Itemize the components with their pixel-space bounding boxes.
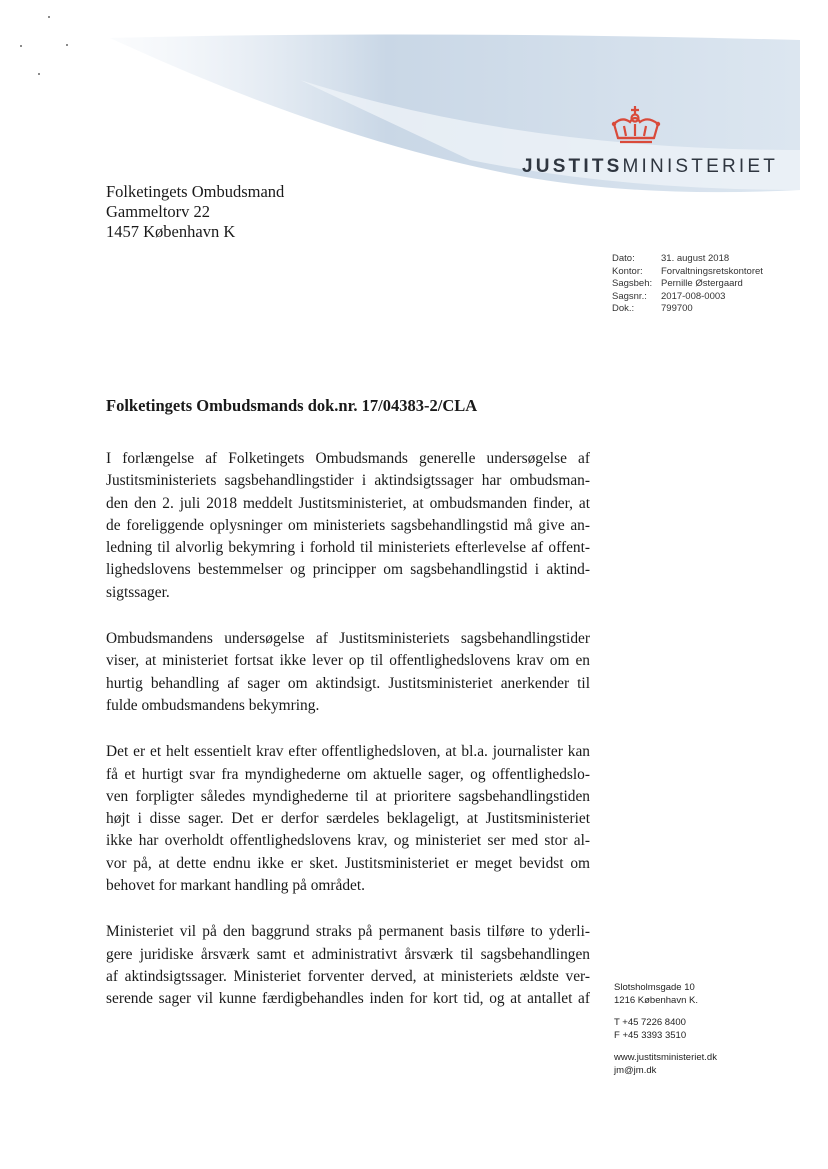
body-line: lighedslovens bestemmelser og principper om sagsbehandlingstid i aktind- <box>106 561 590 579</box>
crown-logo-icon <box>608 104 664 148</box>
body-line: serende sager vil kunne færdigbehandles inden for kort tid, og at antallet af <box>106 990 590 1008</box>
scan-speck <box>38 73 40 75</box>
paragraph <box>106 448 590 604</box>
ministry-name-rest: MINISTERIET <box>622 156 779 177</box>
footer-address <box>614 982 717 1007</box>
recipient-line: Folketingets Ombudsmand <box>106 182 285 201</box>
paragraph <box>106 628 590 717</box>
body-line: de foreliggende oplysninger om ministeriets sagsbehandlingstid må give an- <box>106 516 590 534</box>
meta-row-case-number <box>612 291 763 304</box>
recipient-line: Gammeltorv 22 <box>106 202 211 221</box>
footer-website-link[interactable]: www.justitsministeriet.dk <box>614 1052 717 1063</box>
letter-body <box>106 448 590 1035</box>
body-line: I forlængelse af Folketingets Ombudsmands generelle undersøgelse af <box>106 450 590 467</box>
footer-line: F +45 3393 3510 <box>614 1029 687 1041</box>
paragraph <box>106 921 590 1010</box>
footer-email-link[interactable]: jm@jm.dk <box>614 1064 657 1076</box>
footer-web <box>614 1052 717 1077</box>
body-line: Det er et helt essentielt krav efter offentlighedsloven, at bl.a. journalister kan <box>106 743 590 761</box>
body-line: ledning til alvorlig bekymring i forhold til ministeriets efterlevelse af offent- <box>106 539 590 557</box>
body-line: fulde ombudsmandens bekymring. <box>106 696 320 714</box>
meta-label: Sagsnr.: <box>612 290 647 302</box>
body-line: sigtssager. <box>106 583 170 601</box>
body-line: Justitsministeriets sagsbehandlingstider i aktindsigtssager har ombudsman- <box>106 472 590 490</box>
body-line: ven forpligter således myndighederne til at prioritere sagsbehandlingstiden <box>106 787 590 805</box>
body-line: viser, at ministeriet fortsat ikke lever op til offentlighedslovens krav om en <box>106 652 590 670</box>
body-line: ikke har overholdt offentlighedslovens krav, og ministeriet ser med stor al- <box>106 832 590 850</box>
footer-line: T +45 7226 8400 <box>614 1017 686 1028</box>
meta-value: 31. august 2018 <box>661 253 730 264</box>
meta-row-office <box>612 266 763 279</box>
scan-speck <box>66 44 68 46</box>
meta-row-date <box>612 253 763 266</box>
meta-label: Dato: <box>612 253 635 264</box>
meta-row-caseworker <box>612 278 763 291</box>
body-line: af aktindsigtssager. Ministeriet forventer derved, at ministeriets ældste ver- <box>106 967 590 985</box>
body-line: højt i disse sager. Det er derfor særdeles beklageligt, at Justitsministeriet <box>106 810 590 828</box>
meta-label: Kontor: <box>612 265 643 277</box>
body-line: vor på, at dette endnu ikke er sket. Justitsministeriet er meget bevidst om <box>106 854 590 872</box>
meta-label: Dok.: <box>612 303 635 314</box>
ministry-name-bold: JUSTITS <box>522 156 623 177</box>
body-line: gere juridiske årsværk samt et administrativt årsværk til sagsbehandlingen <box>106 945 590 963</box>
footer-phone <box>614 1017 717 1042</box>
recipient-address <box>106 182 284 242</box>
body-line: behovet for markant handling på området. <box>106 877 365 895</box>
body-line: Ombudsmandens undersøgelse af Justitsministeriets sagsbehandlingstider <box>106 630 590 648</box>
meta-value: Pernille Østergaard <box>661 278 743 289</box>
recipient-line: 1457 København K <box>106 222 236 241</box>
letter-subject: Folketingets Ombudsmands dok.nr. 17/04383-2/CLA <box>106 396 478 415</box>
meta-row-document <box>612 303 763 316</box>
footer-line: Slotsholmsgade 10 <box>614 982 695 993</box>
meta-value: 799700 <box>661 303 693 314</box>
body-line: få et hurtigt svar fra myndighederne om aktuelle sager, og offentlighedslo- <box>106 765 590 783</box>
meta-value: Forvaltningsretskontoret <box>661 265 763 277</box>
ministry-contact-footer <box>614 982 717 1087</box>
body-line: den den 2. juli 2018 meddelt Justitsministeriet, at ombudsmanden finder, at <box>106 494 590 512</box>
paragraph <box>106 741 590 897</box>
footer-line: 1216 København K. <box>614 994 698 1006</box>
meta-label: Sagsbeh: <box>612 278 653 289</box>
letter-metadata <box>612 253 763 316</box>
body-line: hurtig behandling af sager om aktindsigt. Justitsministeriet anerkender til <box>106 674 590 692</box>
scan-speck <box>20 45 22 47</box>
body-line: Ministeriet vil på den baggrund straks på permanent basis tilføre to yderli- <box>106 923 590 941</box>
meta-value: 2017-008-0003 <box>661 290 726 302</box>
ministry-name <box>522 156 778 178</box>
scan-speck <box>48 16 50 18</box>
